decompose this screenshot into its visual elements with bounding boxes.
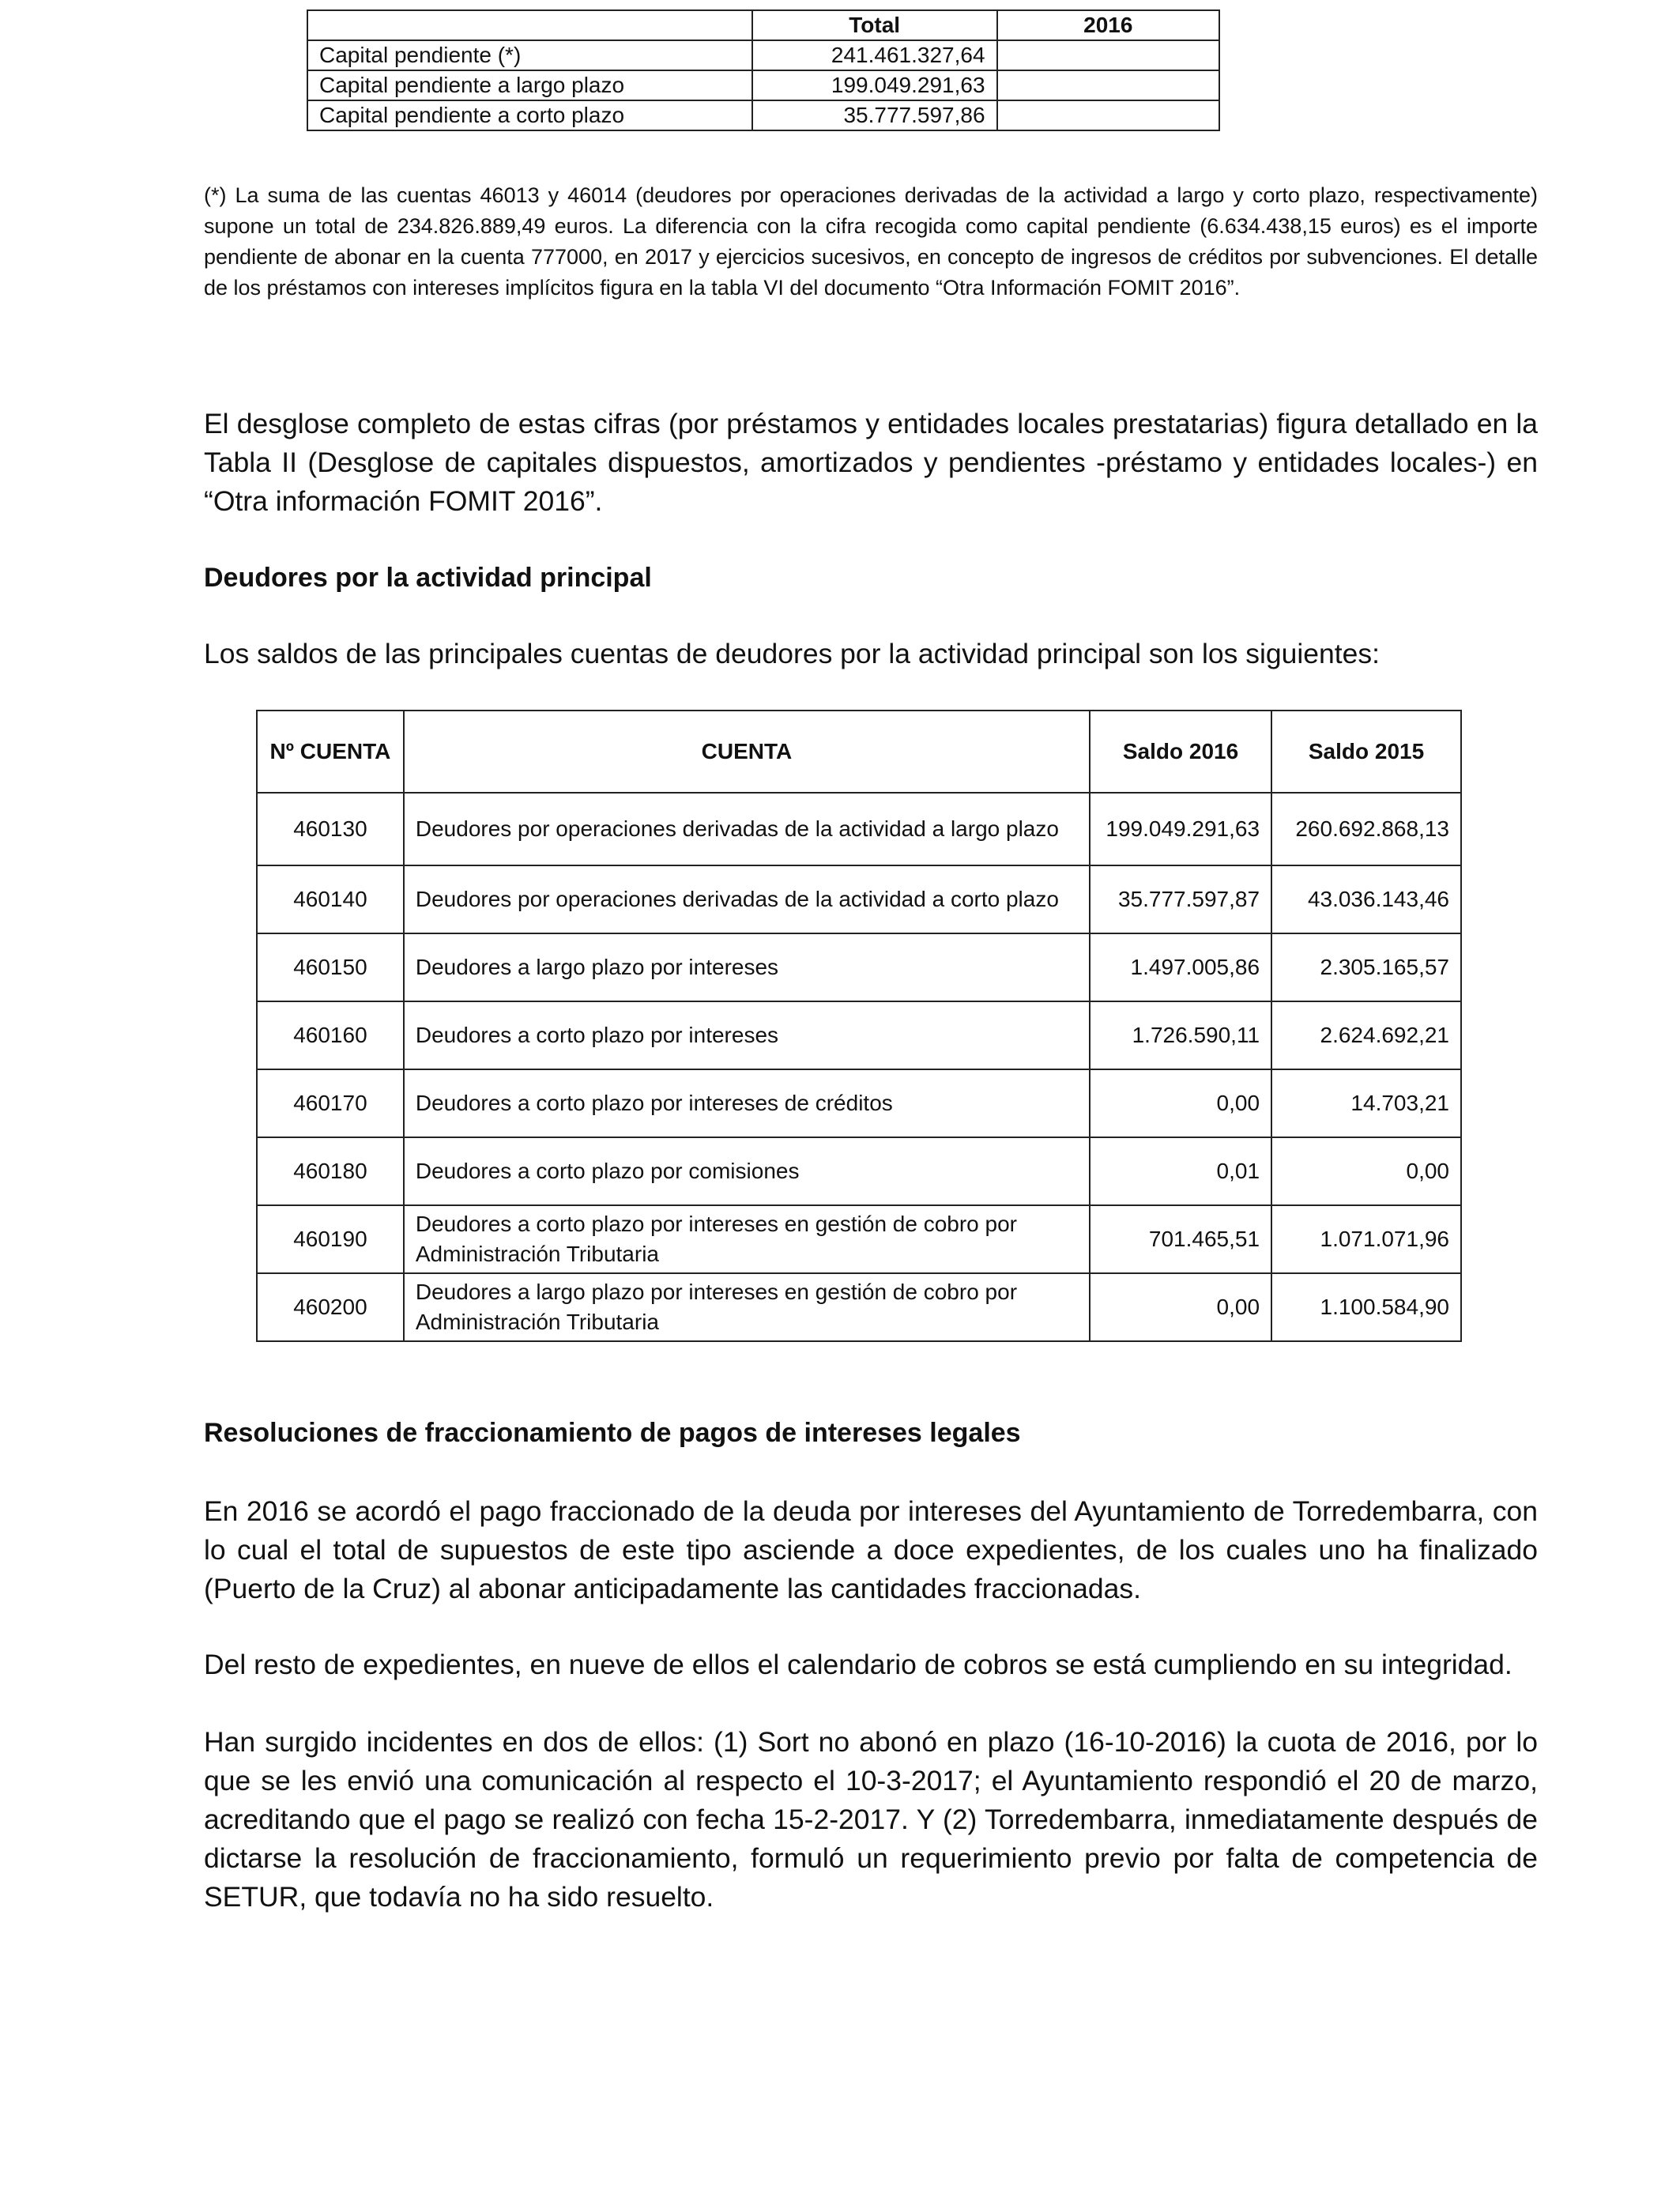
row-saldo-2015: 1.100.584,90 (1271, 1273, 1461, 1341)
table-row (307, 70, 1219, 100)
table-row (307, 100, 1219, 130)
paragraph-desglose: El desglose completo de estas cifras (por préstamos y entidades locales prestatarias) figura detallado en la Tabla II (Desglose de capitales dispuestos, amortizados y pendientes -préstamo y entidades locales-) en “Otra información FOMIT 2016”. (204, 408, 1538, 517)
capital-header-total: Total (752, 10, 997, 40)
capital-footnote: (*) La suma de las cuentas 46013 y 46014 (deudores por operaciones derivadas de la actividad a largo y corto plazo, respectivamente) supone un total de 234.826.889,49 euros. La diferencia con la cifra recogida como capital pendiente (6.634.438,15 euros) es el importe pendiente de abonar en la cuenta 777000, en 2017 y ejercicios sucesivos, en concepto de ingresos de créditos por subvenciones. El detalle de los préstamos con intereses implícitos figura en la tabla VI del documento “Otra Información FOMIT 2016”. (204, 183, 1538, 300)
table-row (257, 1273, 1461, 1341)
row-saldo-2016: 0,01 (1090, 1137, 1271, 1205)
table-row (257, 793, 1461, 865)
deudores-table-header-row (257, 711, 1461, 793)
row-cuenta: Deudores por operaciones derivadas de la actividad a largo plazo (404, 793, 1090, 865)
capital-row-total: 241.461.327,64 (752, 40, 997, 70)
capital-row-total: 199.049.291,63 (752, 70, 997, 100)
paragraph-saldos: Los saldos de las principales cuentas de deudores por la actividad principal son los siguientes: (204, 638, 1380, 669)
row-cuenta: Deudores a largo plazo por intereses en gestión de cobro por Administración Tributaria (404, 1273, 1090, 1341)
capital-row-year (997, 70, 1219, 100)
row-code: 460190 (257, 1205, 404, 1273)
row-saldo-2016: 199.049.291,63 (1090, 793, 1271, 865)
capital-header-label (307, 10, 752, 40)
heading-deudores: Deudores por la actividad principal (204, 563, 652, 593)
capital-table-header-row (307, 10, 1219, 40)
header-cuenta: CUENTA (404, 711, 1090, 793)
capital-row-label: Capital pendiente (*) (307, 40, 752, 70)
row-saldo-2016: 701.465,51 (1090, 1205, 1271, 1273)
row-cuenta: Deudores por operaciones derivadas de la actividad a corto plazo (404, 865, 1090, 933)
paragraph-resto-expedientes: Del resto de expedientes, en nueve de ellos el calendario de cobros se está cumpliendo en su integridad. (204, 1649, 1512, 1680)
table-row (257, 865, 1461, 933)
capital-pendiente-table (307, 9, 1220, 131)
row-saldo-2015: 260.692.868,13 (1271, 793, 1461, 865)
capital-header-year: 2016 (997, 10, 1219, 40)
row-code: 460130 (257, 793, 404, 865)
table-row (257, 1137, 1461, 1205)
capital-row-total: 35.777.597,86 (752, 100, 997, 130)
row-saldo-2015: 0,00 (1271, 1137, 1461, 1205)
header-saldo-2016: Saldo 2016 (1090, 711, 1271, 793)
table-row (257, 933, 1461, 1001)
row-saldo-2016: 1.726.590,11 (1090, 1001, 1271, 1069)
row-cuenta: Deudores a largo plazo por intereses (404, 933, 1090, 1001)
row-saldo-2016: 0,00 (1090, 1069, 1271, 1137)
table-row (257, 1001, 1461, 1069)
header-numero-cuenta: Nº CUENTA (257, 711, 404, 793)
capital-row-year (997, 40, 1219, 70)
row-cuenta: Deudores a corto plazo por intereses (404, 1001, 1090, 1069)
row-code: 460140 (257, 865, 404, 933)
row-cuenta: Deudores a corto plazo por intereses de créditos (404, 1069, 1090, 1137)
row-code: 460150 (257, 933, 404, 1001)
capital-row-year (997, 100, 1219, 130)
row-saldo-2015: 1.071.071,96 (1271, 1205, 1461, 1273)
table-row (307, 40, 1219, 70)
heading-resoluciones: Resoluciones de fraccionamiento de pagos de intereses legales (204, 1418, 1021, 1448)
row-saldo-2015: 14.703,21 (1271, 1069, 1461, 1137)
capital-row-label: Capital pendiente a corto plazo (307, 100, 752, 130)
row-saldo-2016: 0,00 (1090, 1273, 1271, 1341)
row-cuenta: Deudores a corto plazo por comisiones (404, 1137, 1090, 1205)
table-row (257, 1069, 1461, 1137)
capital-row-label: Capital pendiente a largo plazo (307, 70, 752, 100)
table-row (257, 1205, 1461, 1273)
row-code: 460170 (257, 1069, 404, 1137)
row-code: 460200 (257, 1273, 404, 1341)
row-cuenta: Deudores a corto plazo por intereses en gestión de cobro por Administración Tributaria (404, 1205, 1090, 1273)
paragraph-incidentes: Han surgido incidentes en dos de ellos: (1) Sort no abonó en plazo (16-10-2016) la cuota de 2016, por lo que se les envió una comunicación al respecto el 10-3-2017; el Ayuntamiento respondió el 20 de marzo, acreditando que el pago se realizó con fecha 15-2-2017. Y (2) Torredembarra, inmediatamente después de dictarse la resolución de fraccionamiento, formuló un requerimiento previo por falta de competencia de SETUR, que todavía no ha sido resuelto. (204, 1726, 1538, 1913)
row-saldo-2015: 2.624.692,21 (1271, 1001, 1461, 1069)
row-saldo-2016: 35.777.597,87 (1090, 865, 1271, 933)
row-saldo-2015: 2.305.165,57 (1271, 933, 1461, 1001)
row-code: 460180 (257, 1137, 404, 1205)
row-saldo-2016: 1.497.005,86 (1090, 933, 1271, 1001)
header-saldo-2015: Saldo 2015 (1271, 711, 1461, 793)
deudores-table (256, 710, 1462, 1342)
paragraph-fraccionamiento-2016: En 2016 se acordó el pago fraccionado de la deuda por intereses del Ayuntamiento de Torredembarra, con lo cual el total de supuestos de este tipo asciende a doce expedientes, de los cuales uno ha finalizado (Puerto de la Cruz) al abonar anticipadamente las cantidades fraccionadas. (204, 1495, 1538, 1604)
row-code: 460160 (257, 1001, 404, 1069)
row-saldo-2015: 43.036.143,46 (1271, 865, 1461, 933)
